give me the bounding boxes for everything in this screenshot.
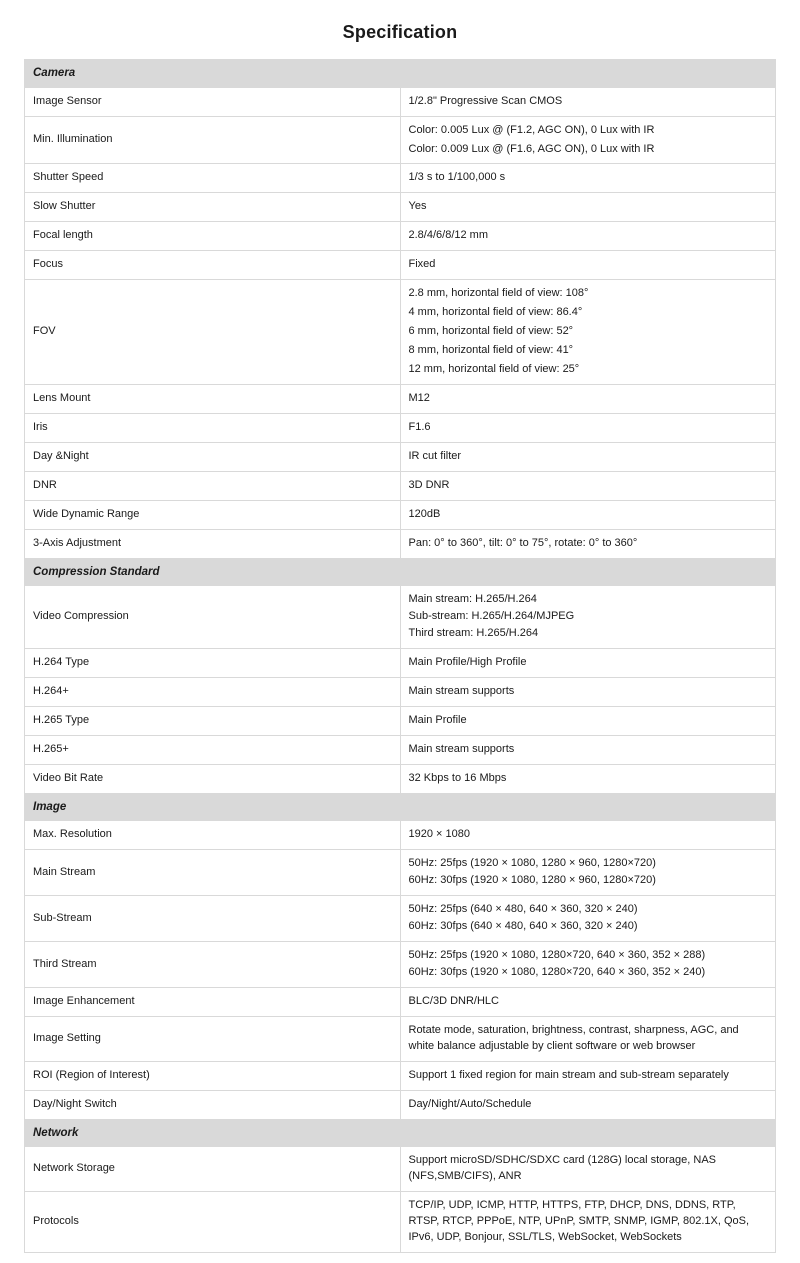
table-row [25,764,776,793]
spec-value-line: BLC/3D DNR/HLC [408,994,499,1007]
section-header-row [25,1119,776,1147]
spec-value [400,1192,776,1253]
spec-value [400,586,776,649]
spec-value-line: 2.8 mm, horizontal field of view: 108° [408,287,589,300]
spec-value [400,987,776,1016]
table-row [25,116,776,164]
spec-label: Focus [25,251,401,280]
spec-value [400,1016,776,1061]
spec-label: ROI (Region of Interest) [25,1061,401,1090]
spec-label: H.265+ [25,735,401,764]
section-header-row [25,793,776,821]
spec-label: DNR [25,471,401,500]
spec-value-line: Support 1 fixed region for main stream and sub-stream separately [408,1068,729,1081]
spec-value [400,896,776,942]
spec-value-line: Yes [408,200,427,213]
table-row [25,280,776,385]
spec-label: Day &Night [25,442,401,471]
spec-value [400,251,776,280]
spec-value-line: Third stream: H.265/H.264 [408,627,539,640]
spec-value-line: 3D DNR [408,478,450,491]
specification-table [24,59,776,1253]
spec-value [400,1090,776,1119]
spec-value [400,471,776,500]
spec-label: Lens Mount [25,384,401,413]
spec-value-line: TCP/IP, UDP, ICMP, HTTP, HTTPS, FTP, DHCP, DNS, DDNS, RTP, RTSP, RTCP, PPPoE, NTP, UPnP, SMTP, SNMP, IGMP, 802.1X, QoS, IPv6, UDP, Bonjour, SSL/TLS, WebSocket, WebSockets [408,1199,750,1244]
spec-value [400,384,776,413]
table-row [25,735,776,764]
spec-value-line: Rotate mode, saturation, brightness, contrast, sharpness, AGC, and white balance adjustable by client software or web browser [408,1023,739,1052]
spec-label: Iris [25,413,401,442]
table-row [25,413,776,442]
section-header-row [25,558,776,586]
spec-value-line: 50Hz: 25fps (1920 × 1080, 1280 × 960, 1280×720) [408,857,656,870]
table-row [25,87,776,116]
spec-value-line: 50Hz: 25fps (1920 × 1080, 1280×720, 640 × 360, 352 × 288) [408,949,706,962]
spec-label: Image Sensor [25,87,401,116]
table-row [25,850,776,896]
table-row [25,529,776,558]
spec-value-line: 1/2.8" Progressive Scan CMOS [408,94,563,107]
spec-label: Min. Illumination [25,116,401,164]
spec-value-line: 2.8/4/6/8/12 mm [408,229,488,242]
spec-value [400,677,776,706]
table-row [25,442,776,471]
spec-value [400,500,776,529]
spec-value [400,821,776,850]
spec-value-line: 32 Kbps to 16 Mbps [408,771,507,784]
spec-value-line: Main Profile [408,713,467,726]
section-title: Image [25,793,776,821]
spec-value-line: Pan: 0° to 360°, tilt: 0° to 75°, rotate: 0° to 360° [408,536,638,549]
spec-value-line: IR cut filter [408,449,462,462]
spec-value [400,529,776,558]
table-row [25,193,776,222]
spec-label: Video Bit Rate [25,764,401,793]
spec-value [400,850,776,896]
spec-value-line: 1/3 s to 1/100,000 s [408,171,506,184]
spec-value [400,1061,776,1090]
spec-label: Protocols [25,1192,401,1253]
table-row [25,677,776,706]
spec-label: Sub-Stream [25,896,401,942]
spec-value [400,764,776,793]
spec-value-line: 4 mm, horizontal field of view: 86.4° [408,306,583,319]
table-row [25,1192,776,1253]
spec-value [400,942,776,988]
section-title: Compression Standard [25,558,776,586]
spec-label: H.264+ [25,677,401,706]
spec-label: Max. Resolution [25,821,401,850]
spec-label: Image Enhancement [25,987,401,1016]
spec-label: 3-Axis Adjustment [25,529,401,558]
table-row [25,821,776,850]
spec-value-line: 12 mm, horizontal field of view: 25° [408,362,580,375]
spec-value-line: F1.6 [408,420,431,433]
table-row [25,1147,776,1192]
spec-value-line: Day/Night/Auto/Schedule [408,1097,532,1110]
spec-value-line: Main stream supports [408,742,515,755]
table-row [25,164,776,193]
table-row [25,384,776,413]
table-row [25,706,776,735]
spec-value-line: 120dB [408,507,441,520]
section-title: Camera [25,60,776,88]
table-row [25,500,776,529]
spec-label: Video Compression [25,586,401,649]
table-row [25,222,776,251]
table-row [25,251,776,280]
spec-label: Slow Shutter [25,193,401,222]
spec-value [400,116,776,164]
table-row [25,586,776,649]
spec-value [400,649,776,678]
spec-value [400,193,776,222]
spec-label: Shutter Speed [25,164,401,193]
spec-value-line: 60Hz: 30fps (640 × 480, 640 × 360, 320 × 240) [408,920,638,933]
spec-label: Network Storage [25,1147,401,1192]
spec-label: H.265 Type [25,706,401,735]
section-header-row [25,60,776,88]
spec-label: Day/Night Switch [25,1090,401,1119]
spec-value-line: M12 [408,391,430,404]
spec-value [400,1147,776,1192]
specification-table-body [25,60,776,1253]
spec-value-line: Color: 0.005 Lux @ (F1.2, AGC ON), 0 Lux with IR [408,123,655,136]
spec-label: H.264 Type [25,649,401,678]
spec-value [400,442,776,471]
spec-value [400,222,776,251]
spec-value-line: Fixed [408,258,436,271]
spec-value-line: 1920 × 1080 [408,828,470,841]
table-row [25,987,776,1016]
spec-value-line: 6 mm, horizontal field of view: 52° [408,325,574,338]
spec-value [400,413,776,442]
table-row [25,896,776,942]
spec-value-line: Main stream: H.265/H.264 [408,593,537,606]
spec-value [400,735,776,764]
spec-label: Wide Dynamic Range [25,500,401,529]
spec-value-line: Color: 0.009 Lux @ (F1.6, AGC ON), 0 Lux with IR [408,142,655,155]
table-row [25,649,776,678]
table-row [25,1090,776,1119]
spec-value [400,87,776,116]
spec-value-line: 8 mm, horizontal field of view: 41° [408,344,574,357]
spec-value [400,706,776,735]
spec-value-line: 60Hz: 30fps (1920 × 1080, 1280 × 960, 1280×720) [408,874,656,887]
spec-label: Third Stream [25,942,401,988]
spec-value-line: 60Hz: 30fps (1920 × 1080, 1280×720, 640 × 360, 352 × 240) [408,966,706,979]
page-title: Specification [342,22,458,42]
spec-value-line: Sub-stream: H.265/H.264/MJPEG [408,610,575,623]
spec-value [400,164,776,193]
spec-value-line: Main Profile/High Profile [408,656,527,669]
table-row [25,942,776,988]
spec-value-line: Main stream supports [408,684,515,697]
spec-label: Focal length [25,222,401,251]
spec-value [400,280,776,385]
spec-label: Main Stream [25,850,401,896]
spec-value-line: Support microSD/SDHC/SDXC card (128G) local storage, NAS (NFS,SMB/CIFS), ANR [408,1154,716,1183]
section-title: Network [25,1119,776,1147]
table-row [25,1016,776,1061]
spec-label: Image Setting [25,1016,401,1061]
spec-value-line: 50Hz: 25fps (640 × 480, 640 × 360, 320 × 240) [408,903,638,916]
table-row [25,471,776,500]
spec-label: FOV [25,280,401,385]
table-row [25,1061,776,1090]
